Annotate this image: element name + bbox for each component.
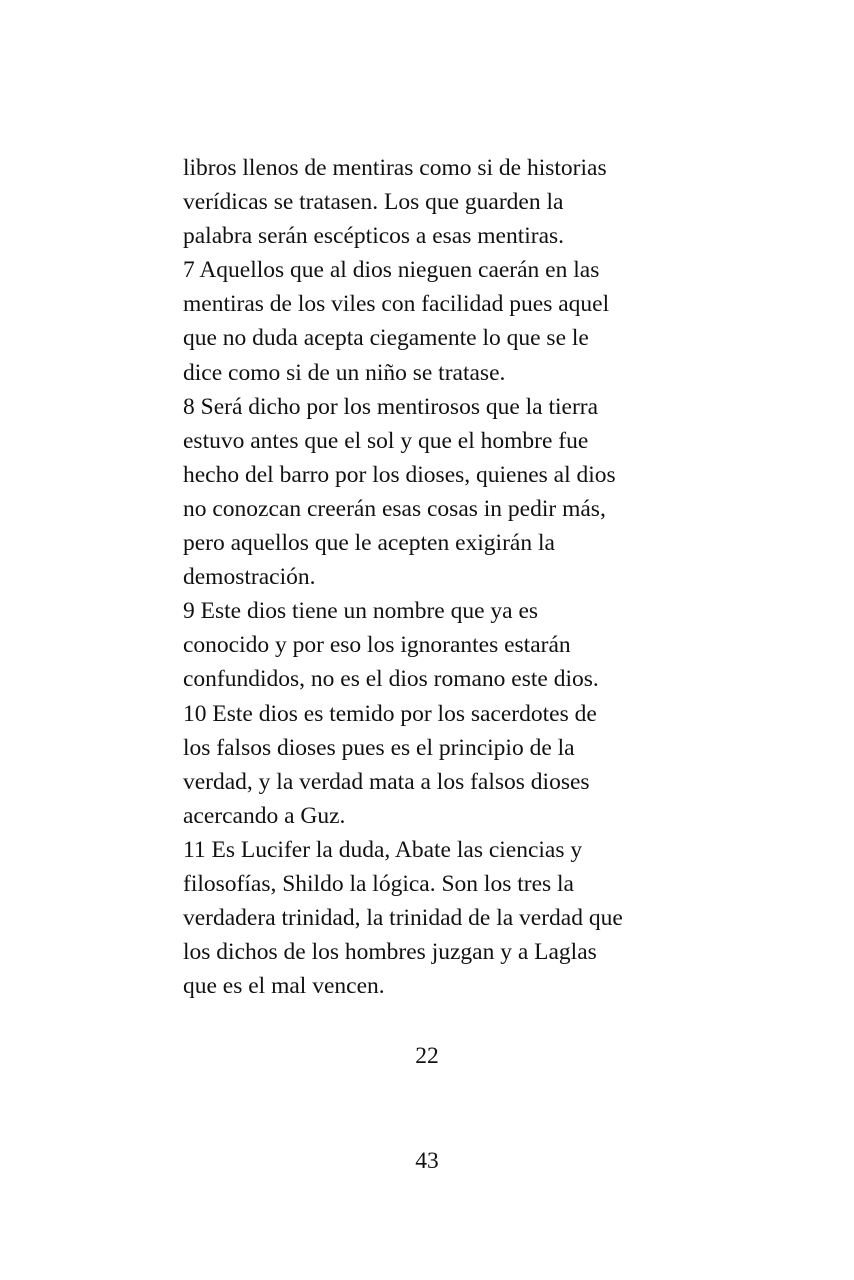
text-line: acercando a Guz. xyxy=(183,802,346,829)
text-line: verídicas se tratasen. Los que guarden la xyxy=(183,189,564,216)
text-line: libros llenos de mentiras como si de historias xyxy=(183,155,607,181)
text-line: los falsos dioses pues es el principio de la xyxy=(183,734,575,761)
text-line: verdad, y la verdad mata a los falsos dioses xyxy=(183,768,590,795)
text-line: no conozcan creerán esas cosas in pedir más, xyxy=(183,495,606,522)
text-line: 7 Aquellos que al dios nieguen caerán en las xyxy=(183,257,600,284)
text-line: 10 Este dios es temido por los sacerdotes de xyxy=(183,700,597,727)
text-line: conocido y por eso los ignorantes estarán xyxy=(183,632,571,659)
text-line: los dichos de los hombres juzgan y a Laglas xyxy=(183,939,597,966)
text-line: que es el mal vencen. xyxy=(183,973,385,1000)
text-line: verdadera trinidad, la trinidad de la verdad que xyxy=(183,905,623,932)
text-line: pero aquellos que le acepten exigirán la xyxy=(183,530,555,557)
text-line: demostración. xyxy=(183,564,316,591)
text-line: estuvo antes que el sol y que el hombre fue xyxy=(183,427,589,454)
text-line: 8 Será dicho por los mentirosos que la tierra xyxy=(183,393,599,420)
text-line: que no duda acepta ciegamente lo que se le xyxy=(183,325,589,352)
body-text xyxy=(183,151,683,1003)
text-line: confundidos, no es el dios romano este dios. xyxy=(183,666,599,693)
text-line: palabra serán escépticos a esas mentiras. xyxy=(183,223,565,250)
text-line: dice como si de un niño se tratase. xyxy=(183,359,506,386)
text-line: filosofías, Shildo la lógica. Son los tres la xyxy=(183,870,574,897)
text-line: 11 Es Lucifer la duda, Abate las ciencias y xyxy=(183,836,583,863)
outer-page-number: 43 xyxy=(415,1148,439,1174)
inner-page-number: 22 xyxy=(415,1043,439,1069)
text-line: 9 Este dios tiene un nombre que ya es xyxy=(183,598,539,625)
text-line: hecho del barro por los dioses, quienes al dios xyxy=(183,461,616,488)
text-line: mentiras de los viles con facilidad pues aquel xyxy=(183,291,610,318)
